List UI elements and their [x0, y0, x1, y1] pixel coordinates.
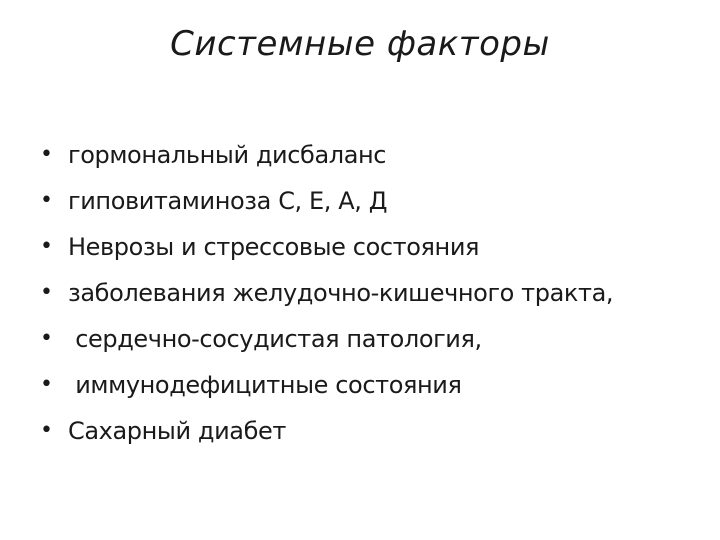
list-item-text: заболевания желудочно-кишечного тракта,: [68, 279, 614, 307]
list-item-text: гиповитаминоза С, Е, А, Д: [68, 187, 388, 215]
bullet-icon: •: [40, 188, 53, 213]
list-item: [40, 316, 700, 362]
list-item-text: Неврозы и стрессовые состояния: [68, 233, 480, 261]
slide-title: Системные факторы: [170, 24, 550, 64]
list-item: [40, 224, 700, 270]
list-item-text: иммунодефицитные состояния: [68, 371, 462, 399]
list-item: [40, 362, 700, 408]
list-item-text: Сахарный диабет: [68, 417, 286, 445]
bullet-icon: •: [40, 280, 53, 305]
list-item: [40, 408, 700, 454]
list-item: [40, 270, 700, 316]
list-item-text: сердечно-сосудистая патология,: [68, 325, 482, 353]
list-item: [40, 178, 700, 224]
bullet-list: [40, 132, 700, 454]
bullet-icon: •: [40, 326, 53, 351]
bullet-icon: •: [40, 142, 53, 167]
list-item: [40, 132, 700, 178]
bullet-icon: •: [40, 372, 53, 397]
bullet-icon: •: [40, 234, 53, 259]
bullet-icon: •: [40, 418, 53, 443]
list-item-text: гормональный дисбаланс: [68, 141, 387, 169]
